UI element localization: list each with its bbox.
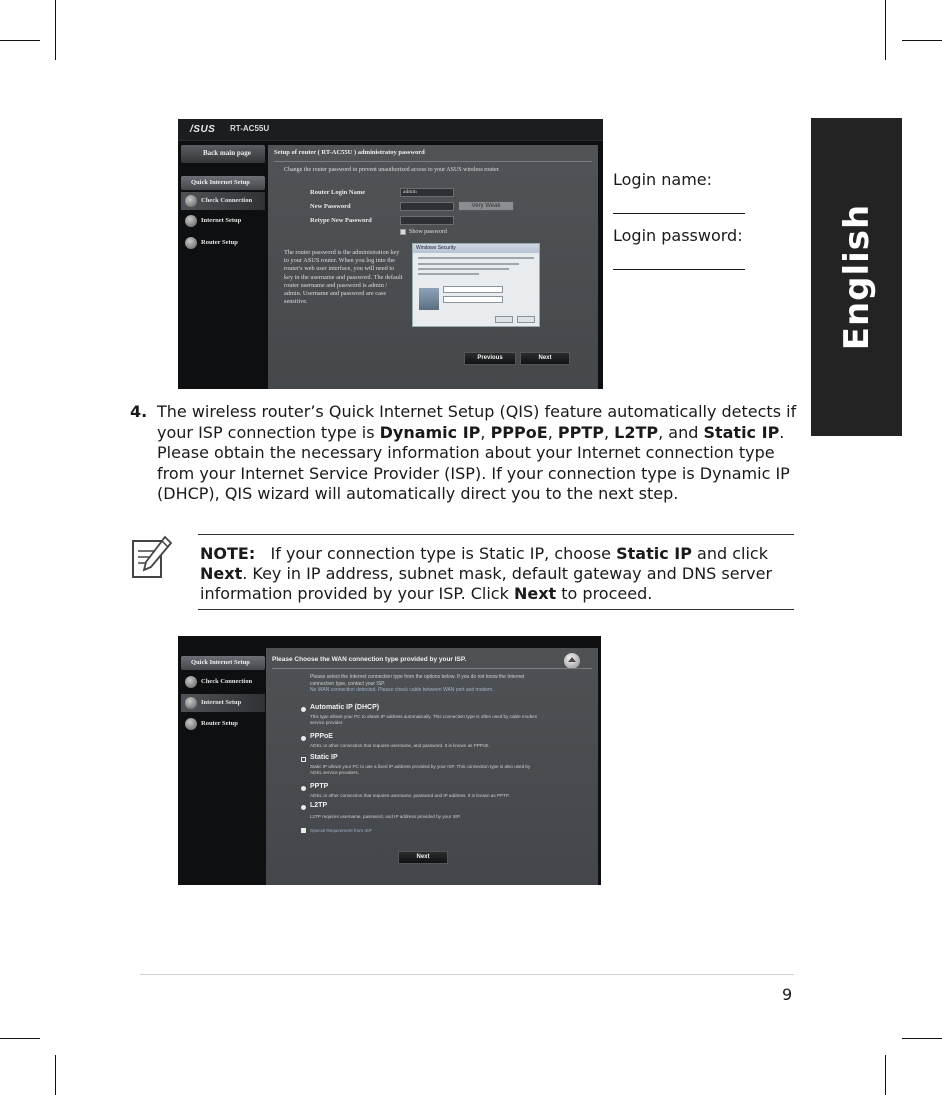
login-password-line[interactable]	[613, 269, 745, 270]
note-text: If your connection type is Static IP, choose	[270, 544, 617, 563]
show-password-label: Show password	[409, 229, 447, 235]
panel-title: Please Choose the WAN connection type provided by your ISP.	[272, 656, 467, 663]
note-label: NOTE:	[200, 544, 256, 563]
note-bold: Next	[513, 584, 557, 603]
note-bold: Next	[200, 564, 243, 583]
note-paragraph	[200, 544, 800, 604]
note-text: to proceed.	[556, 584, 653, 603]
login-name-line[interactable]	[613, 213, 745, 214]
back-main-page-button[interactable]: Back main page	[181, 145, 265, 163]
dialog-username-field[interactable]	[443, 286, 503, 293]
no-wan-warning: No WAN connection detected. Please check cable between WAN port and modem.	[310, 687, 494, 693]
step-bold: PPPoE	[490, 422, 548, 442]
footer-rule	[140, 974, 794, 975]
step-text: . Please obtain the necessary information about your Internet connection type from your Internet Service Provider (ISP). If your connection type is Dynamic IP (DHCP), QIS wizard will automatically direct you to the next step.	[157, 422, 790, 503]
crop-mark	[0, 1038, 40, 1039]
globe-icon	[185, 718, 197, 730]
qis-menu-header: Quick Internet Setup	[181, 656, 265, 670]
home-icon[interactable]	[564, 653, 580, 669]
step-number: 4.	[130, 402, 148, 421]
login-name-label: Login name:	[613, 170, 713, 189]
step-text: ,	[480, 422, 491, 442]
dialog-title: Windows Security	[413, 244, 539, 253]
page-number: 9	[782, 985, 793, 1004]
crop-mark	[0, 40, 40, 41]
option-desc-pppoe: ADSL or other connection that requires username, and password. It is known as PPPoE.	[310, 743, 490, 748]
panel-intro: Change the router password to prevent unauthorized access to your ASUS wireless router.	[284, 167, 500, 173]
option-label-pppoe: PPPoE	[310, 733, 333, 740]
menu-check-connection[interactable]: Check Connection	[181, 192, 265, 210]
option-label-l2tp: L2TP	[310, 802, 328, 809]
next-button[interactable]: Next	[398, 851, 448, 864]
dialog-text-line	[418, 263, 519, 265]
step-bold: Static IP	[703, 422, 780, 442]
router-topbar	[178, 119, 603, 141]
password-panel	[268, 145, 598, 389]
option-desc-l2tp: L2TP requires username, password, and IP address provided by your ISP.	[310, 814, 461, 819]
dialog-text-line	[418, 257, 534, 259]
crop-mark	[902, 1038, 942, 1039]
panel-title: Setup of router ( RT-AC55U ) administratoy password	[274, 149, 425, 156]
previous-button[interactable]: Previous	[464, 352, 516, 365]
panel-divider	[272, 668, 592, 669]
globe-icon	[185, 676, 197, 688]
login-name-input[interactable]: admin	[400, 188, 454, 197]
crop-mark	[55, 0, 56, 60]
menu-router-setup[interactable]: Router Setup	[181, 234, 265, 252]
step-text: ,	[603, 422, 615, 442]
step-text: , and	[658, 422, 704, 442]
windows-security-dialog	[412, 243, 540, 327]
password-strength-indicator: Very Weak	[458, 201, 514, 211]
option-label-dhcp: Automatic IP (DHCP)	[310, 704, 380, 711]
language-tab	[811, 118, 902, 436]
globe-icon	[185, 215, 197, 227]
special-requirement-checkbox[interactable]	[301, 828, 306, 833]
step-paragraph	[157, 402, 802, 505]
retype-password-input[interactable]	[400, 216, 454, 225]
crop-mark	[55, 1055, 56, 1095]
note-bold: Static IP	[616, 544, 692, 563]
dialog-text-line	[418, 268, 509, 270]
qis-menu-header: Quick Internet Setup	[181, 176, 265, 190]
radio-l2tp[interactable]	[301, 805, 306, 810]
globe-icon	[185, 195, 197, 207]
note-pencil-icon	[131, 533, 173, 581]
menu-internet-setup[interactable]: Internet Setup	[181, 212, 265, 230]
step-text: The wireless router’s Quick Internet Setup (QIS) feature automatically detects if your ISP connection type is	[157, 402, 797, 442]
menu-router-setup[interactable]: Router Setup	[181, 715, 265, 733]
option-desc-pptp: ADSL or other connection that requires username, password and IP address. It is known as PPTP.	[310, 793, 510, 798]
radio-pptp[interactable]	[301, 786, 306, 791]
step-bold: Dynamic IP	[379, 422, 481, 442]
radio-pppoe[interactable]	[301, 736, 306, 741]
radio-dhcp[interactable]	[301, 707, 306, 712]
login-password-label: Login password:	[613, 226, 743, 245]
router-model: RT-AC55U	[230, 124, 270, 133]
language-tab-label: English	[836, 203, 877, 351]
note-bottom-rule	[198, 609, 794, 610]
step-bold: PPTP	[557, 422, 604, 442]
step-text: ,	[547, 422, 558, 442]
option-label-static-ip: Static IP	[310, 754, 338, 761]
option-desc-static-ip: Static IP allows your PC to use a fixed IP address provided by your ISP. This connection type is also used by ADSL service providers.	[310, 764, 531, 775]
wan-type-panel	[266, 648, 598, 885]
option-desc-dhcp: This type allows your PC to obtain IP address automatically. This connection type is often used by cable modem service provider.	[310, 714, 538, 725]
new-password-input[interactable]	[400, 202, 454, 211]
dialog-password-field[interactable]	[443, 296, 503, 303]
special-requirement-label: Special Requirement from ISP	[310, 828, 372, 833]
note-top-rule	[198, 534, 794, 535]
crop-mark	[885, 0, 886, 60]
show-password-checkbox[interactable]	[400, 229, 406, 235]
menu-check-connection[interactable]: Check Connection	[181, 673, 265, 691]
radio-static-ip[interactable]	[301, 757, 306, 762]
panel-divider	[274, 161, 592, 162]
globe-icon	[185, 237, 197, 249]
dialog-cancel-button[interactable]	[517, 316, 535, 323]
crop-mark	[902, 40, 942, 41]
password-help-text: The router password is the administration key to your ASUS router. When you log into the router's web user interface, you will need to key in the username and password. The default router username and password is admin / admin. Username and password are case sensitive.	[284, 249, 403, 306]
next-button[interactable]: Next	[520, 352, 570, 365]
router-password-screenshot	[178, 119, 603, 389]
globe-icon	[185, 697, 197, 709]
login-name-label: Router Login Name	[310, 189, 366, 196]
note-text: . Key in IP address, subnet mask, default gateway and DNS server information provided by your ISP. Click	[200, 564, 773, 603]
user-credential-icon	[419, 288, 439, 310]
retype-password-label: Retype New Password	[310, 217, 372, 224]
note-text: and click	[691, 544, 768, 563]
panel-intro: Please select the Internet connection type from the options below. If you do not know the Internet connection type, contact your ISP.	[310, 674, 525, 687]
option-label-pptp: PPTP	[310, 783, 329, 790]
dialog-ok-button[interactable]	[495, 316, 513, 323]
new-password-label: New Password	[310, 203, 351, 210]
asus-logo: /SUS	[190, 124, 216, 135]
dialog-text-line	[418, 273, 479, 275]
crop-mark	[885, 1055, 886, 1095]
wan-type-screenshot	[178, 636, 601, 885]
step-bold: L2TP	[614, 422, 659, 442]
menu-internet-setup[interactable]: Internet Setup	[181, 694, 265, 712]
